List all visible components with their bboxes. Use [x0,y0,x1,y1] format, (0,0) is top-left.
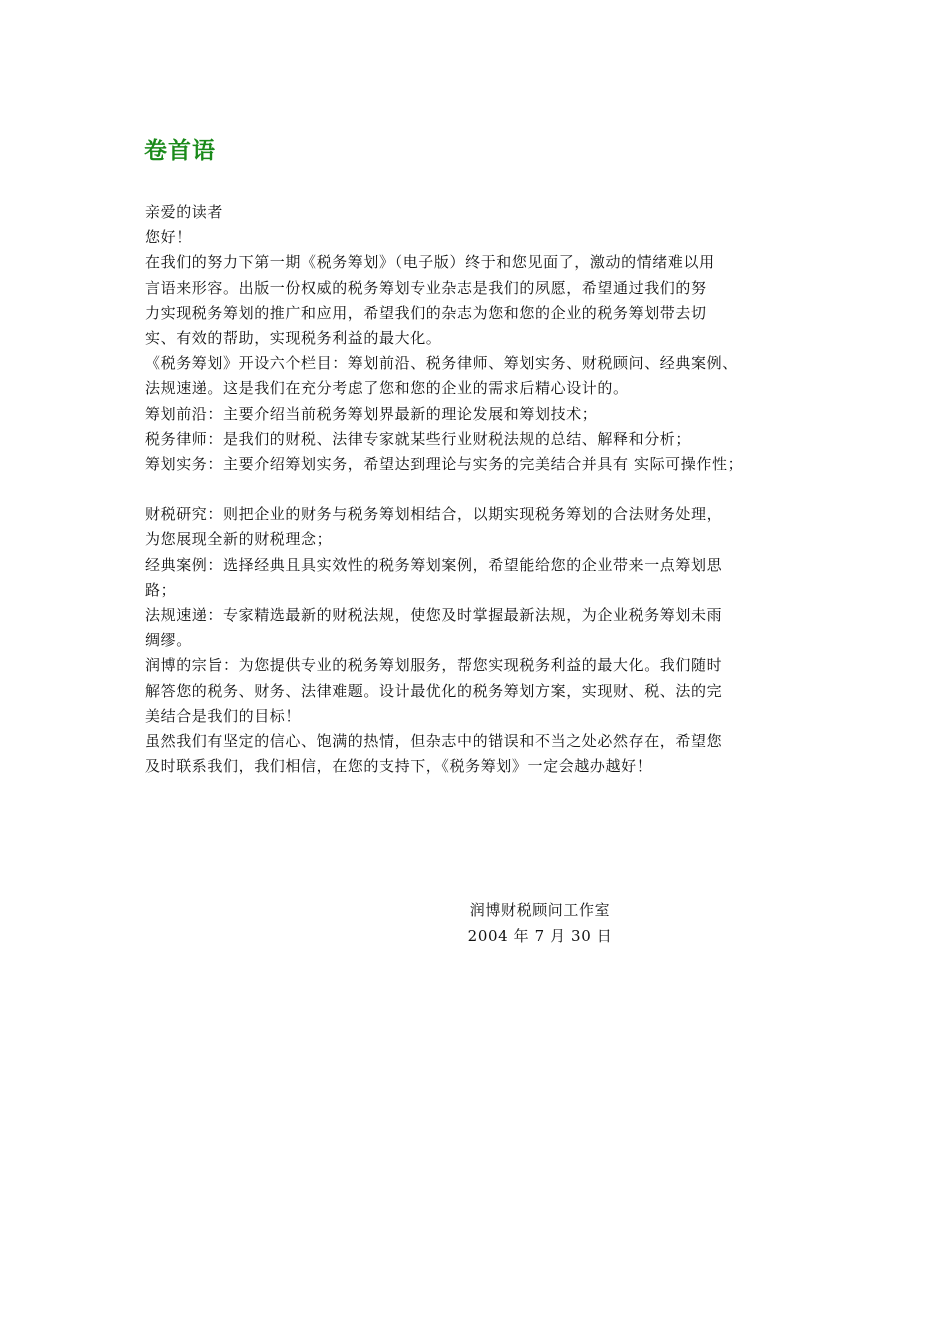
body-line: 税务律师：是我们的财税、法律专家就某些行业财税法规的总结、解释和分析； [145,429,692,448]
page-title: 卷首语 [144,138,216,164]
body-line: 虽然我们有坚定的信心、饱满的热情，但杂志中的错误和不当之处必然存在，希望您 [145,731,723,750]
body-line: 经典案例：选择经典且具实效性的税务筹划案例，希望能给您的企业带来一点筹划思 [145,555,723,574]
body-line: 亲爱的读者 [145,203,224,221]
signature-date: 2004 年 7 月 30 日 [467,927,613,945]
body-line: 润博的宗旨：为您提供专业的税务筹划服务，帮您实现税务利益的最大化。我们随时 [145,656,723,675]
body-line: 路； [145,580,177,599]
body-line: 为您展现全新的财税理念； [145,530,333,549]
body-line: 绸缪。 [145,631,192,650]
body-line: 解答您的税务、财务、法律难题。设计最优化的税务筹划方案，实现财、税、法的完 [145,681,723,700]
body-line: 法规速递。这是我们在充分考虑了您和您的企业的需求后精心设计的。 [145,379,629,398]
body-line: 言语来形容。出版一份权威的税务筹划专业杂志是我们的夙愿，希望通过我们的努 [145,278,707,297]
body-line: 美结合是我们的目标！ [145,706,302,725]
body-line [145,477,835,502]
body-line: 及时联系我们，我们相信，在您的支持下，《税务筹划》一定会越办越好！ [145,757,653,776]
body-line: 法规速递：专家精选最新的财税法规，使您及时掌握最新法规，为企业税务筹划未雨 [145,606,723,624]
signature-block [420,897,660,949]
body-line: 您好！ [145,228,192,247]
body-line: 筹划前沿：主要介绍当前税务筹划界最新的理论发展和筹划技术； [145,404,598,423]
body-line: 筹划实务：主要介绍筹划实务，希望达到理论与实务的完美结合并具有 实际可操作性； [145,454,744,473]
body-line: 在我们的努力下第一期《税务筹划》（电子版）终于和您见面了，激动的情绪难以用 [145,253,715,272]
signature-organization: 润博财税顾问工作室 [469,901,611,919]
body-line: 《税务筹划》开设六个栏目：筹划前沿、税务律师、筹划实务、财税顾问、经典案例、 [145,354,738,373]
body-line: 实、有效的帮助，实现税务利益的最大化。 [145,328,442,347]
body-line: 财税研究：则把企业的财务与税务筹划相结合，以期实现税务筹划的合法财务处理， [145,505,723,524]
body-line: 力实现税务筹划的推广和应用，希望我们的杂志为您和您的企业的税务筹划带去切 [145,303,707,322]
letter-body [145,200,835,779]
